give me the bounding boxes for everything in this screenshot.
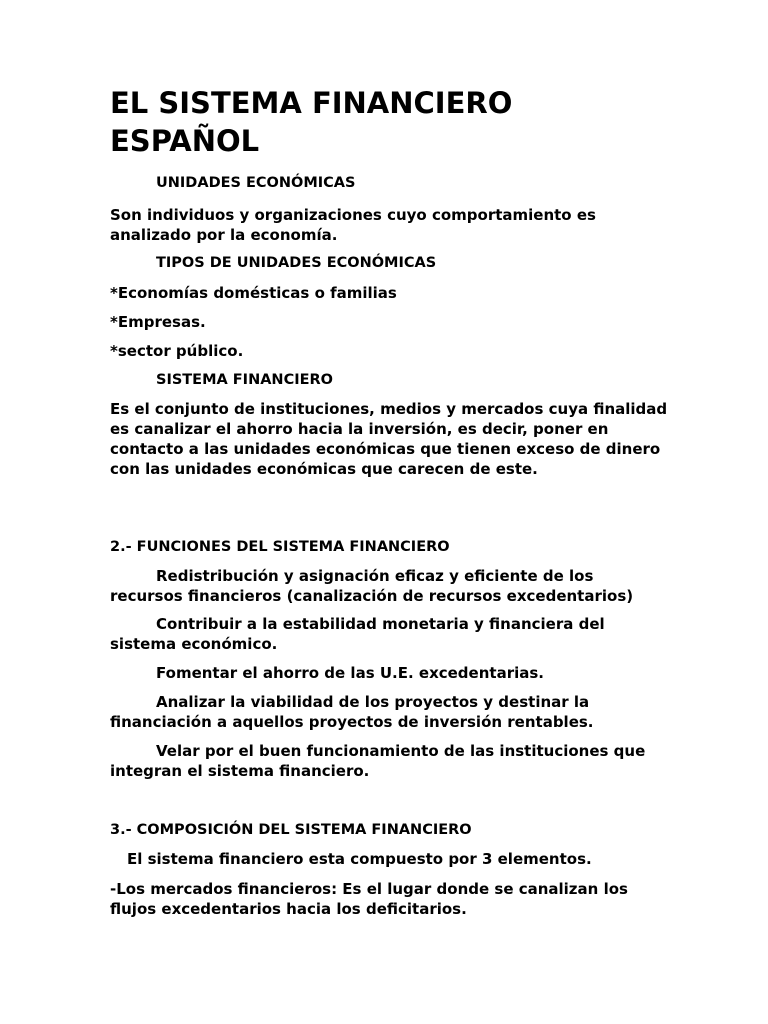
funciones-item: Velar por el buen funcionamiento de las instituciones que integran el sistema financiero.	[110, 742, 646, 780]
sistema-paragraph: Es el conjunto de instituciones, medios y mercados cuya finalidad es canalizar el ahorro hacia la inversión, es decir, poner en contacto a las unidades económicas que tienen exceso de dinero con las unidades económicas que carecen de este.	[110, 400, 668, 478]
tipos-item: *Economías domésticas o familias	[110, 284, 397, 302]
composicion-heading: 3.- COMPOSICIÓN DEL SISTEMA FINANCIERO	[110, 822, 472, 838]
funciones-item: Contribuir a la estabilidad monetaria y financiera del sistema económico.	[110, 615, 605, 653]
funciones-item: Analizar la viabilidad de los proyectos y destinar la financiación a aquellos proyectos de inversión rentables.	[110, 693, 594, 731]
funciones-item: Fomentar el ahorro de las U.E. excedentarias.	[156, 664, 544, 682]
composicion-intro: El sistema financiero esta compuesto por 3 elementos.	[127, 850, 592, 868]
tipos-heading: TIPOS DE UNIDADES ECONÓMICAS	[156, 255, 437, 271]
sistema-heading: SISTEMA FINANCIERO	[156, 372, 334, 388]
funciones-item: Redistribución y asignación eficaz y eficiente de los recursos financieros (canalización de recursos excedentarios)	[110, 567, 634, 605]
tipos-item: *Empresas.	[110, 313, 206, 331]
unidades-heading: UNIDADES ECONÓMICAS	[156, 175, 356, 191]
unidades-paragraph: Son individuos y organizaciones cuyo comportamiento es analizado por la economía.	[110, 206, 596, 244]
funciones-heading: 2.- FUNCIONES DEL SISTEMA FINANCIERO	[110, 539, 450, 555]
page-title: EL SISTEMA FINANCIERO ESPAÑOL	[110, 86, 513, 158]
composicion-item: -Los mercados financieros: Es el lugar donde se canalizan los flujos excedentarios hacia los deficitarios.	[110, 880, 628, 918]
tipos-item: *sector público.	[110, 342, 244, 360]
